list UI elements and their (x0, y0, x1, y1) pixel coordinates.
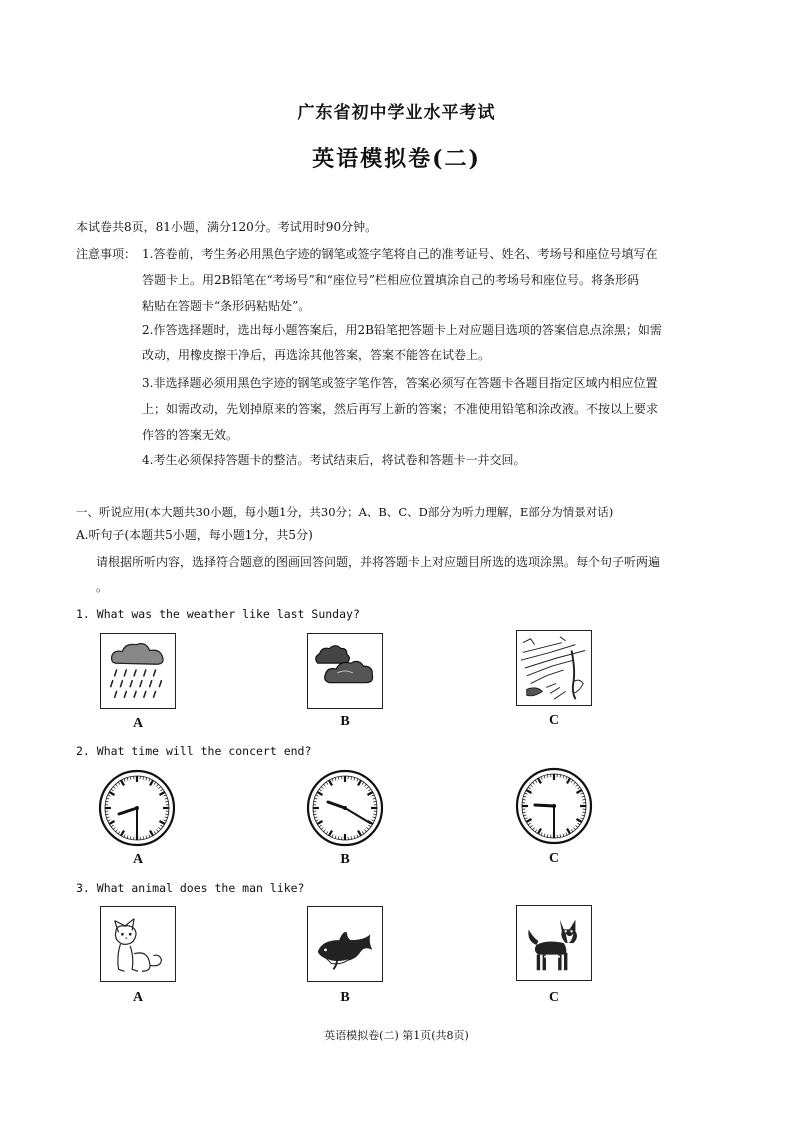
option-2b-image[interactable] (306, 769, 384, 847)
paper-title: 英语模拟卷(二) (312, 146, 481, 172)
option-label: B (340, 852, 350, 867)
note-line: 3.非选择题必须用黑色字迹的钢笔或签字笔作答，答案必须写在答题卡各题目指定区域内相应位置 (142, 376, 658, 390)
note-line: 粘贴在答题卡“条形码粘贴处”。 (142, 299, 311, 313)
section-heading: 一、听说应用(本大题共30小题，每小题1分，共30分；A、B、C、D部分为听力理解，E部分为情景对话) (76, 505, 614, 519)
page-footer: 英语模拟卷(二) 第1页(共8页) (324, 1029, 469, 1042)
option-label: C (548, 851, 560, 866)
dog-icon (517, 906, 591, 980)
option-3a-image[interactable] (100, 906, 176, 982)
option-3b-image[interactable] (307, 906, 383, 982)
note-line: 4.考生必须保持答题卡的整洁。考试结束后，将试卷和答题卡一并交回。 (142, 453, 526, 467)
cloudy-icon (308, 634, 382, 708)
rain-cloud-icon (101, 634, 175, 708)
note-line: 改动，用橡皮擦干净后，再选涂其他答案，答案不能答在试卷上。 (142, 348, 491, 362)
question-2-text: 2. What time will the concert end? (76, 744, 312, 758)
cat-icon (101, 907, 175, 981)
windy-storm-icon (517, 631, 591, 705)
option-1b-image[interactable] (307, 633, 383, 709)
option-label: C (548, 990, 560, 1005)
note-line: 作答的答案无效。 (142, 428, 239, 442)
note-line: 上；如需改动，先划掉原来的答案，然后再写上新的答案；不准使用铅笔和涂改液。不按以上要求 (142, 402, 659, 416)
instruction-text: 请根据所听内容，选择符合题意的图画回答问题，并将答题卡上对应题目所选的选项涂黑。每个句子听两遍 (96, 555, 661, 569)
question-1-text: 1. What was the weather like last Sunday? (76, 607, 360, 621)
option-3c-image[interactable] (516, 905, 592, 981)
note-line: 2.作答选择题时，选出每小题答案后，用2B铅笔把答题卡上对应题目选项的答案信息点涂黑；如需 (142, 323, 662, 337)
part-a-heading: A.听句子(本题共5小题，每小题1分，共5分) (76, 528, 313, 542)
option-2c-image[interactable] (515, 767, 593, 845)
option-1a-image[interactable] (100, 633, 176, 709)
clock-icon (306, 769, 384, 847)
note-line: 答题卡上。用2B铅笔在“考场号”和“座位号”栏相应位置填涂自己的考场号和座位号。将条形码 (142, 273, 639, 287)
clock-icon (98, 769, 176, 847)
exam-title: 广东省初中学业水平考试 (297, 103, 496, 123)
option-label: A (132, 716, 144, 731)
notes-label: 注意事项： (76, 247, 137, 261)
question-3-text: 3. What animal does the man like? (76, 881, 305, 895)
option-label: A (132, 990, 144, 1005)
clock-icon (515, 767, 593, 845)
instruction-text: 。 (96, 580, 109, 594)
option-label: B (340, 714, 350, 729)
exam-intro: 本试卷共8页，81小题，满分120分。考试用时90分钟。 (76, 220, 378, 234)
option-2a-image[interactable] (98, 769, 176, 847)
option-1c-image[interactable] (516, 630, 592, 706)
dolphin-icon (308, 907, 382, 981)
option-label: B (340, 990, 350, 1005)
note-line: 1.答卷前，考生务必用黑色字迹的钢笔或签字笔将自己的准考证号、姓名、考场号和座位号填写在 (142, 247, 658, 261)
option-label: C (548, 713, 560, 728)
option-label: A (132, 852, 144, 867)
